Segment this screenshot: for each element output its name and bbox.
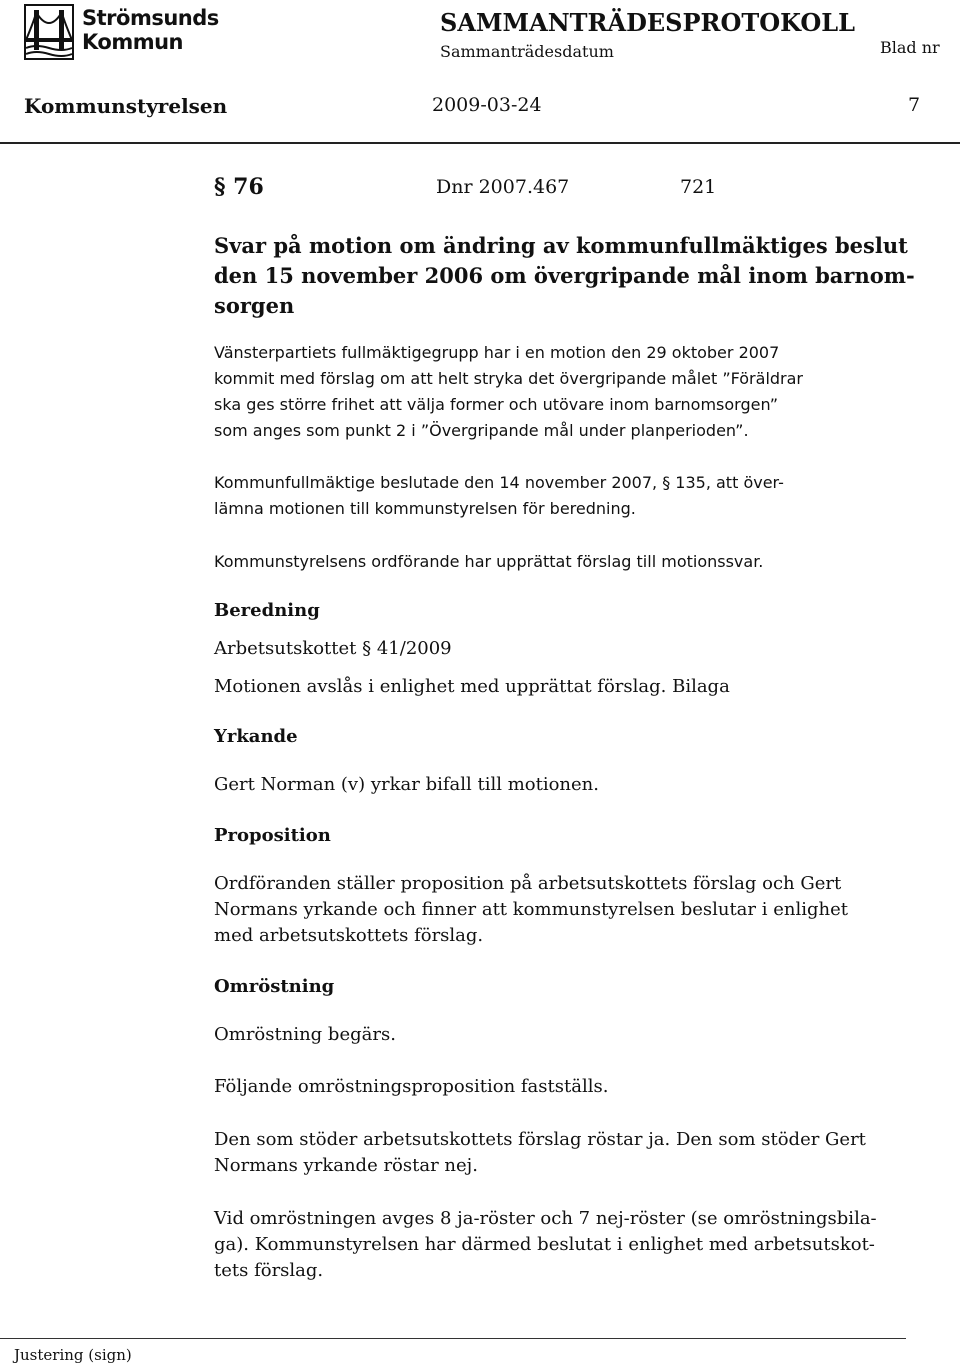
omrostning-requested [214,1022,914,1048]
paragraph-referral [214,470,914,522]
text-line: Omröstning begärs. [214,1024,396,1045]
meeting-date: 2009-03-24 [432,94,542,116]
header-divider [0,142,960,144]
omrostning-voting-rules [214,1127,914,1179]
archive-code: 721 [680,176,717,198]
heading-proposition: Proposition [214,825,331,846]
page-number: 7 [908,94,921,116]
text-line: Ordföranden ställer proposition på arbetsutskottets förslag och Gert [214,873,842,894]
text-line: Den som stöder arbetsutskottets förslag röstar ja. Den som stöder Gert [214,1129,866,1150]
text-line: Vänsterpartiets fullmäktigegrupp har i en motion den 29 oktober 2007 [214,343,780,362]
text-line: som anges som punkt 2 i ”Övergripande mål under planperioden”. [214,421,749,440]
justering-label: Justering (sign) [14,1346,132,1364]
omrostning-proposition [214,1074,914,1100]
proposition-text [214,871,914,949]
text-line: Kommunstyrelsens ordförande har upprättat förslag till motionssvar. [214,552,764,571]
blad-label: Blad nr [880,38,940,57]
text-line: ska ges större frihet att välja former och utövare inom barnomsorgen” [214,395,779,414]
text-line: Följande omröstningsproposition fastställs. [214,1076,609,1097]
heading-yrkande: Yrkande [214,726,298,747]
yrkande-text [214,772,914,798]
paragraph-chair-proposal [214,549,914,575]
municipality-logo [24,4,224,64]
text-line: Vid omröstningen avges 8 ja-röster och 7 nej-röster (se omröstningsbila- [214,1208,877,1229]
text-line: med arbetsutskottets förslag. [214,925,484,946]
text-line: kommit med förslag om att helt stryka det övergripande målet ”Föräldrar [214,369,803,388]
text-line: Normans yrkande och finner att kommunstyrelsen beslutar i enlighet [214,899,848,920]
text-line: ga). Kommunstyrelsen har därmed beslutat i enlighet med arbetsutskot- [214,1234,875,1255]
paragraph-number: § 76 [214,174,264,200]
text-line: Motionen avslås i enlighet med upprättat förslag. Bilaga [214,676,730,697]
logo-wordmark [82,6,219,54]
protocol-subtitle: Sammanträdesdatum [440,42,614,61]
paragraph-motion [214,340,914,444]
text-line: lämna motionen till kommunstyrelsen för beredning. [214,499,636,518]
diary-number: Dnr 2007.467 [436,176,570,198]
logo-line-2: Kommun [82,30,183,54]
text-line: Normans yrkande röstar nej. [214,1155,478,1176]
heading-beredning: Beredning [214,600,320,621]
protocol-title: SAMMANTRÄDESPROTOKOLL [440,8,856,37]
beredning-reference [214,636,914,662]
omrostning-result [214,1206,914,1284]
bridge-icon [24,4,74,60]
title-line: den 15 november 2006 om övergripande mål inom barnom- [214,263,915,288]
text-line: Gert Norman (v) yrkar bifall till motionen. [214,774,599,795]
organ-name: Kommunstyrelsen [24,94,228,118]
title-line: Svar på motion om ändring av kommunfullmäktiges beslut [214,233,908,258]
text-line: Arbetsutskottet § 41/2009 [214,638,452,659]
beredning-text [214,674,914,700]
section-title [214,231,914,321]
heading-omrostning: Omröstning [214,976,335,997]
title-line: sorgen [214,293,295,318]
footer-divider [0,1338,906,1339]
logo-line-1: Strömsunds [82,6,219,30]
text-line: Kommunfullmäktige beslutade den 14 november 2007, § 135, att över- [214,473,784,492]
text-line: tets förslag. [214,1260,324,1281]
